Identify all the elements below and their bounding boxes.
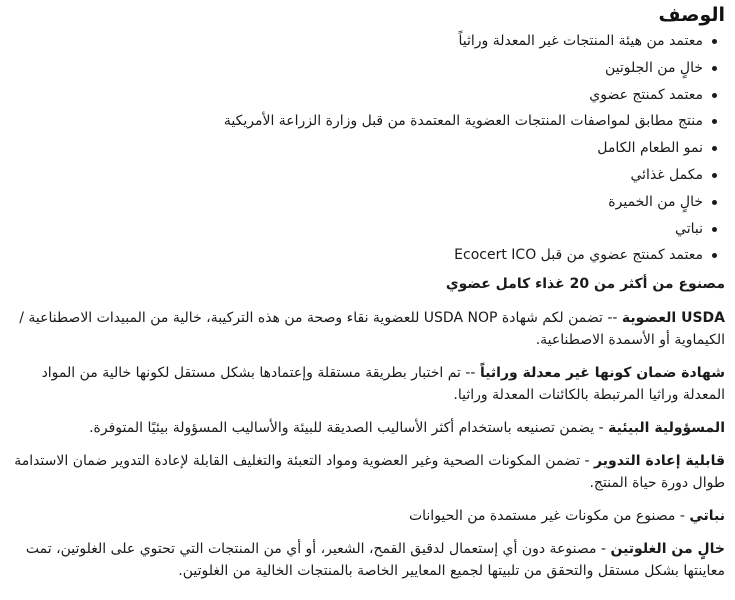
paragraph-term: شهادة ضمان كونها غير معدلة وراثياً (479, 365, 725, 382)
list-item-text: منتج مطابق لمواصفات المنتجات العضوية المعتمدة من قبل وزارة الزراعة الأمريكية (223, 113, 703, 130)
bullet-icon (712, 66, 717, 71)
bullet-icon (712, 253, 717, 258)
list-item-text: مكمل غذائي (630, 166, 703, 183)
bullet-icon (712, 39, 717, 44)
bullet-icon (712, 200, 717, 205)
paragraph-gluten-free (14, 538, 725, 582)
paragraph-recyclable (14, 450, 725, 494)
list-item (14, 162, 703, 189)
paragraph-text: - يضمن تصنيعه باستخدام أكثر الأساليب الصديقة للبيئة والأساليب المسؤولة بيئيًا المتوفرة. (89, 420, 609, 437)
paragraph-term: المسؤولية البيئية (608, 420, 725, 437)
bullet-icon (712, 146, 717, 151)
list-item (14, 28, 703, 55)
section-title: الوصف (658, 4, 725, 26)
list-item (14, 82, 703, 109)
list-item-text: معتمد كمنتج عضوي (589, 86, 703, 103)
list-item-text: نباتي (675, 220, 703, 237)
list-item (14, 135, 703, 162)
bullet-icon (712, 93, 717, 98)
paragraph-text: - مصنوعة دون أي إستعمال لدقيق القمح، الشعير، أو أي من المنتجات التي تحتوي على الغلوتين، تمت معاينتها بشكل مستقل والتحقق من تلبيتها لجميع المعايير الخاصة بالمنتجات الخالية من الغلوتين. (25, 541, 725, 580)
paragraph-usda-organic (14, 307, 725, 351)
list-item-text: خالٍ من الخميرة (608, 193, 703, 210)
bullet-icon (712, 119, 717, 124)
bullet-icon (712, 227, 717, 232)
paragraph-vegan (14, 505, 725, 527)
list-item (14, 242, 703, 269)
list-item-text: معتمد كمنتج عضوي من قبل Ecocert ICO (454, 247, 703, 264)
paragraph-term: قابلية إعادة التدوير (594, 453, 725, 470)
list-item-text: نمو الطعام الكامل (597, 140, 703, 157)
bullet-icon (712, 173, 717, 178)
paragraph-text: - مصنوع من مكونات غير مستمدة من الحيوانات (408, 508, 690, 525)
list-item (14, 108, 703, 135)
features-list (14, 28, 725, 269)
paragraph-term: USDA العضوية (621, 310, 725, 327)
paragraph-term: خالٍ من الغلوتين (610, 541, 725, 558)
list-item (14, 189, 703, 216)
paragraph-text: -- تم اختبار بطريقة مستقلة وإعتمادها بشكل مستقل لكونها خالية من المواد المعدلة وراثيا المرتبطة بالكائنات المعدلة وراثيا. (41, 365, 725, 404)
paragraph-environmental (14, 417, 725, 439)
list-item (14, 55, 703, 82)
list-item-text: خالٍ من الجلوتين (605, 59, 703, 76)
list-item (14, 216, 703, 243)
paragraph-text: -- تضمن لكم شهادة USDA NOP للعضوية نقاء وصحة من هذه التركيبة، خالية من المبيدات الاصطناعية / الكيماوية أو الأسمدة الاصطناعية. (19, 310, 725, 349)
headline: مصنوع من أكثر من 20 غذاء كامل عضوي (445, 276, 725, 293)
paragraph-text: - تضمن المكونات الصحية وغير العضوية ومواد التعبئة والتغليف القابلة لإعادة التدوير ضمان الاستدامة طوال دورة حياة المنتج. (14, 453, 725, 492)
list-item-text: معتمد من هيئة المنتجات غير المعدلة وراثياً (458, 33, 703, 49)
paragraph-non-gmo (14, 362, 725, 406)
paragraph-term: نباتي (689, 508, 725, 525)
